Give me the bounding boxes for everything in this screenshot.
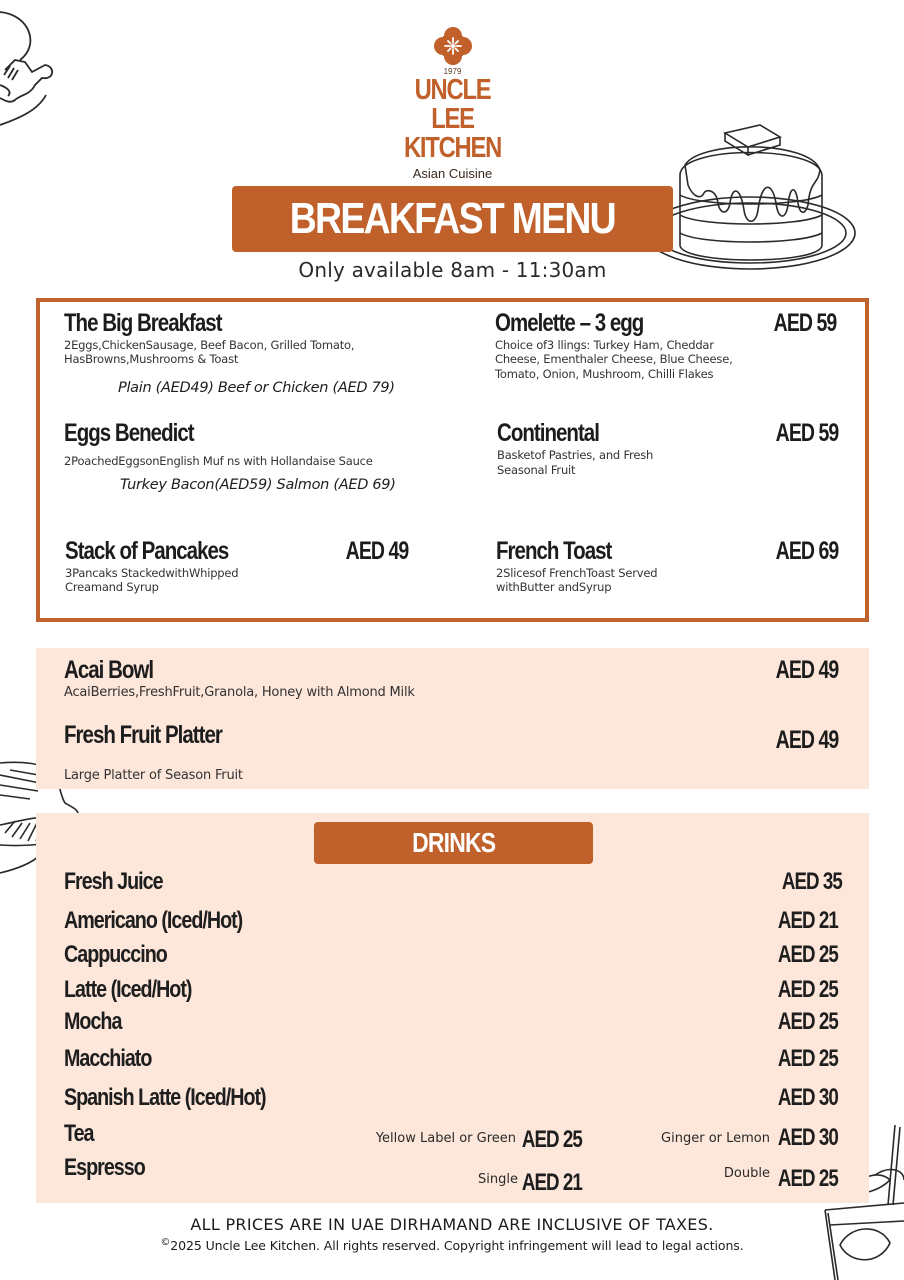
copyright-icon: © bbox=[160, 1237, 171, 1248]
page-title-banner bbox=[232, 186, 673, 252]
drink-price-wrap bbox=[765, 868, 842, 896]
item-name: Acai Bowl bbox=[64, 656, 154, 684]
item-name: French Toast bbox=[496, 537, 612, 565]
item-price: AED 49 bbox=[345, 537, 408, 565]
item-name: Stack of Pancakes bbox=[65, 537, 229, 565]
drink-price-wrap bbox=[505, 1126, 582, 1154]
drink-option-label: Double bbox=[723, 1166, 770, 1181]
tax-notice: ALL PRICES ARE IN UAE DIRHAMAND ARE INCLUSIVE OF TAXES. bbox=[190, 1215, 714, 1234]
item-price: AED 49 bbox=[775, 726, 838, 754]
drink-name: Tea bbox=[64, 1120, 94, 1147]
item-description: Tomato, Onion, Mushroom, Chilli Flakes bbox=[495, 367, 714, 381]
item-description: AcaiBerries,FreshFruit,Granola, Honey with Almond Milk bbox=[64, 685, 415, 700]
item-description: Basketof Pastries, and Fresh bbox=[497, 448, 654, 462]
logo-brand-line2: KITCHEN bbox=[403, 132, 502, 164]
item-price-wrap bbox=[758, 726, 838, 755]
drink-option-label: Single bbox=[478, 1172, 518, 1187]
food-illustration-icon bbox=[0, 0, 60, 135]
drink-name: Fresh Juice bbox=[64, 868, 163, 895]
drink-price: AED 30 bbox=[778, 1124, 838, 1151]
item-description: 2PoachedEggsonEnglish Muf ns with Hollandaise Sauce bbox=[64, 454, 373, 468]
item-options: Plain (AED49) Beef or Chicken (AED 79) bbox=[118, 380, 395, 396]
drink-option-label: Yellow Label or Green bbox=[375, 1131, 516, 1146]
drink-price: AED 25 bbox=[778, 941, 838, 968]
drink-name: Cappuccino bbox=[64, 941, 167, 968]
pancake-illustration-icon bbox=[640, 115, 860, 280]
copyright-line bbox=[0, 1237, 904, 1253]
item-price-wrap bbox=[756, 309, 836, 338]
item-price-wrap bbox=[758, 537, 838, 566]
drink-price: AED 21 bbox=[522, 1169, 582, 1196]
item-description: 2Slicesof FrenchToast Served bbox=[496, 566, 658, 580]
drink-name: Latte (Iced/Hot) bbox=[64, 976, 192, 1003]
item-name: Omelette – 3 egg bbox=[495, 309, 644, 337]
drink-name: Macchiato bbox=[64, 1045, 152, 1072]
item-price-wrap bbox=[758, 419, 838, 448]
item-description: Large Platter of Season Fruit bbox=[64, 768, 243, 783]
item-price-wrap bbox=[328, 537, 408, 566]
drink-price: AED 25 bbox=[522, 1126, 582, 1153]
drink-name: Spanish Latte (Iced/Hot) bbox=[64, 1084, 266, 1111]
item-description: Creamand Syrup bbox=[65, 580, 159, 594]
drink-price: AED 30 bbox=[778, 1084, 838, 1111]
item-name: Continental bbox=[497, 419, 599, 447]
item-description: 3Pancaks StackedwithWhipped bbox=[65, 566, 239, 580]
item-price: AED 49 bbox=[775, 656, 838, 684]
logo-tagline: Asian Cuisine bbox=[412, 166, 493, 181]
drink-price-wrap bbox=[761, 1008, 838, 1036]
item-description: 2Eggs,ChickenSausage, Beef Bacon, Grilled Tomato, bbox=[64, 338, 355, 352]
availability-note: Only available 8am - 11:30am bbox=[298, 258, 607, 282]
drink-price: AED 35 bbox=[782, 868, 842, 895]
logo-year: 1979 bbox=[443, 67, 462, 76]
drink-price-wrap bbox=[761, 976, 838, 1004]
drink-price-wrap bbox=[761, 1045, 838, 1073]
item-options: Turkey Bacon(AED59) Salmon (AED 69) bbox=[120, 477, 396, 493]
drink-price-wrap bbox=[761, 1165, 838, 1193]
flower-emblem-icon bbox=[433, 26, 473, 66]
drink-price: AED 25 bbox=[778, 1045, 838, 1072]
item-price: AED 59 bbox=[773, 309, 836, 337]
item-price: AED 59 bbox=[775, 419, 838, 447]
page-title: BREAKFAST MENU bbox=[289, 194, 616, 243]
drink-name: Espresso bbox=[64, 1154, 145, 1181]
item-description: Cheese, Ementhaler Cheese, Blue Cheese, bbox=[495, 352, 733, 366]
drinks-heading-pill bbox=[314, 822, 593, 864]
brand-logo bbox=[380, 26, 525, 181]
drink-price-wrap bbox=[761, 907, 838, 935]
drinks-heading: DRINKS bbox=[411, 827, 496, 858]
item-description: withButter andSyrup bbox=[496, 580, 612, 594]
drink-price-wrap bbox=[505, 1169, 582, 1197]
drink-price-wrap bbox=[761, 1084, 838, 1112]
item-price: AED 69 bbox=[775, 537, 838, 565]
item-name: The Big Breakfast bbox=[64, 309, 222, 337]
drink-option-label: Ginger or Lemon bbox=[661, 1131, 770, 1146]
logo-brand-line1: UNCLE LEE bbox=[414, 74, 491, 135]
drink-price: AED 25 bbox=[778, 1165, 838, 1192]
drink-price: AED 25 bbox=[778, 1008, 838, 1035]
item-description: Seasonal Fruit bbox=[497, 463, 576, 477]
item-description: HasBrowns,Mushrooms & Toast bbox=[64, 352, 239, 366]
drink-price-wrap bbox=[761, 941, 838, 969]
drink-name: Mocha bbox=[64, 1008, 122, 1035]
drink-name: Americano (Iced/Hot) bbox=[64, 907, 243, 934]
drink-price: AED 25 bbox=[778, 976, 838, 1003]
item-name: Fresh Fruit Platter bbox=[64, 721, 222, 749]
drink-price: AED 21 bbox=[778, 907, 838, 934]
item-description: Choice of3 llings: Turkey Ham, Cheddar bbox=[495, 338, 714, 352]
item-price-wrap bbox=[758, 656, 838, 685]
drink-price-wrap bbox=[761, 1124, 838, 1152]
copyright-text: 2025 Uncle Lee Kitchen. All rights reserved. Copyright infringement will lead to legal actions. bbox=[170, 1238, 744, 1254]
item-name: Eggs Benedict bbox=[64, 419, 194, 447]
